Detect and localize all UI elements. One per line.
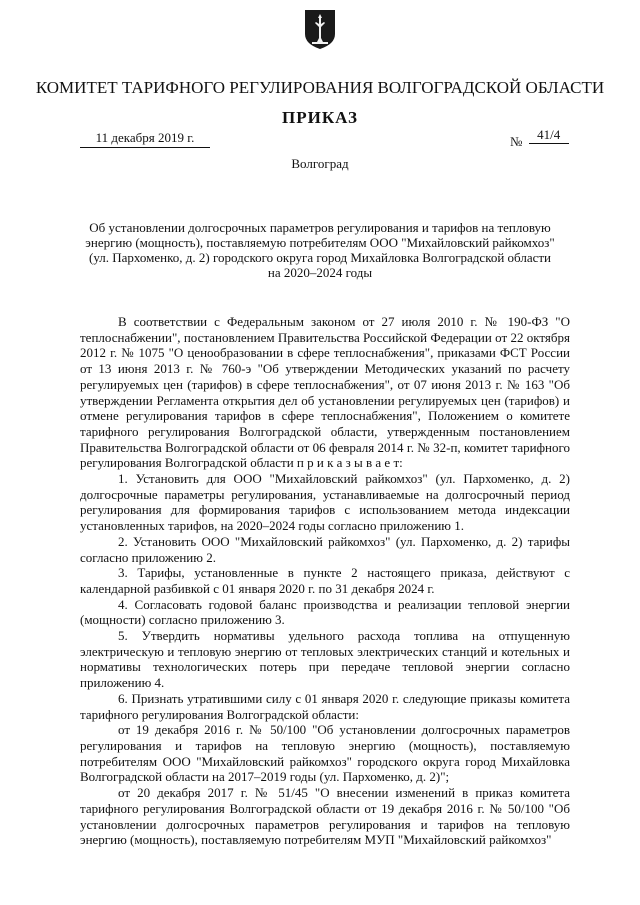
order-body: [80, 314, 570, 848]
city-name: Волгоград: [291, 156, 349, 171]
order-number: 41/4: [529, 127, 569, 144]
repealed-order-2: от 20 декабря 2017 г. № 51/45 "О внесении изменений в приказ комитета тарифного регулирования Волгоградской области от 19 декабря 2016 г. № 50/100 "Об установлении долгосрочных параметров регулирования и тарифов на тепловую энергию (мощность), поставляемую потребителям МУП "Михайловский райкомхоз": [80, 785, 570, 848]
order-date: 11 декабря 2019 г.: [80, 130, 210, 148]
number-sign: №: [510, 134, 523, 149]
repealed-order-1: от 19 декабря 2016 г. № 50/100 "Об установлении долгосрочных параметров регулирования и тарифов на тепловую энергию (мощность), поставляемую потребителям ООО "Михайловский райкомхоз" городского округа город Михайловка Волгоградской области на 2017–2019 годы (ул. Пархоменко, д. 2)";: [80, 722, 570, 785]
clause-6: 6. Признать утратившими силу с 01 января 2020 г. следующие приказы комитета тарифного регулирования Волгоградской области:: [80, 690, 570, 722]
clause-5: 5. Утвердить нормативы удельного расхода топлива на отпущенную электрическую и тепловую энергию от тепловых электрических станций и котельных и нормативы технологических потерь при передаче тепловой энергии согласно приложению 4.: [80, 628, 570, 691]
preamble-paragraph: В соответствии с Федеральным законом от 27 июля 2010 г. № 190-ФЗ "О теплоснабжении", постановлением Правительства Российской Федерации от 22 октября 2012 г. № 1075 "О ценообразовании в сфере теплоснабжения", приказами ФСТ России от 13 июня 2013 г. № 760-э "Об утверждении Методических указаний по расчету регулируемых цен (тарифов) в сфере теплоснабжения", от 07 июня 2013 г. № 163 "Об утверждении Регламента открытия дел об установлении регулируемых цен (тарифов) и отмене регулирования тарифов в сфере теплоснабжения", Положением о комитете тарифного регулирования Волгоградской области, утвержденным постановлением Правительства Волгоградской области от 06 февраля 2014 г. № 32-п, комитет тарифного регулирования Волгоградской области п р и к а з ы в а е т:: [80, 314, 570, 471]
document-type: ПРИКАЗ: [282, 108, 358, 127]
clause-4: 4. Согласовать годовой баланс производства и реализации тепловой энергии (мощности) согласно приложению 3.: [80, 596, 570, 628]
order-subject: Об установлении долгосрочных параметров регулирования и тарифов на тепловую энергию (мощность), поставляемую потребителям ООО "Михайловский райкомхоз" (ул. Пархоменко, д. 2) городского округа город Михайловка Волгоградской области на 2020–2024 годы: [85, 220, 555, 280]
clause-2: 2. Установить ООО "Михайловский райкомхоз" (ул. Пархоменко, д. 2) тарифы согласно приложению 2.: [80, 533, 570, 565]
clause-1: 1. Установить для ООО "Михайловский райкомхоз" (ул. Пархоменко, д. 2) долгосрочные параметры регулирования, устанавливаемые на долгосрочный период регулирования для формирования тарифов с использованием метода индексации установленных тарифов, на 2020–2024 годы согласно приложению 1.: [80, 471, 570, 534]
volgograd-coat-of-arms-icon: [303, 8, 337, 50]
committee-name: КОМИТЕТ ТАРИФНОГО РЕГУЛИРОВАНИЯ ВОЛГОГРАДСКОЙ ОБЛАСТИ: [35, 78, 605, 97]
order-number-block: [510, 127, 569, 150]
clause-3: 3. Тарифы, установленные в пункте 2 настоящего приказа, действуют с календарной разбивкой с 01 января 2020 г. по 31 декабря 2024 г.: [80, 565, 570, 596]
